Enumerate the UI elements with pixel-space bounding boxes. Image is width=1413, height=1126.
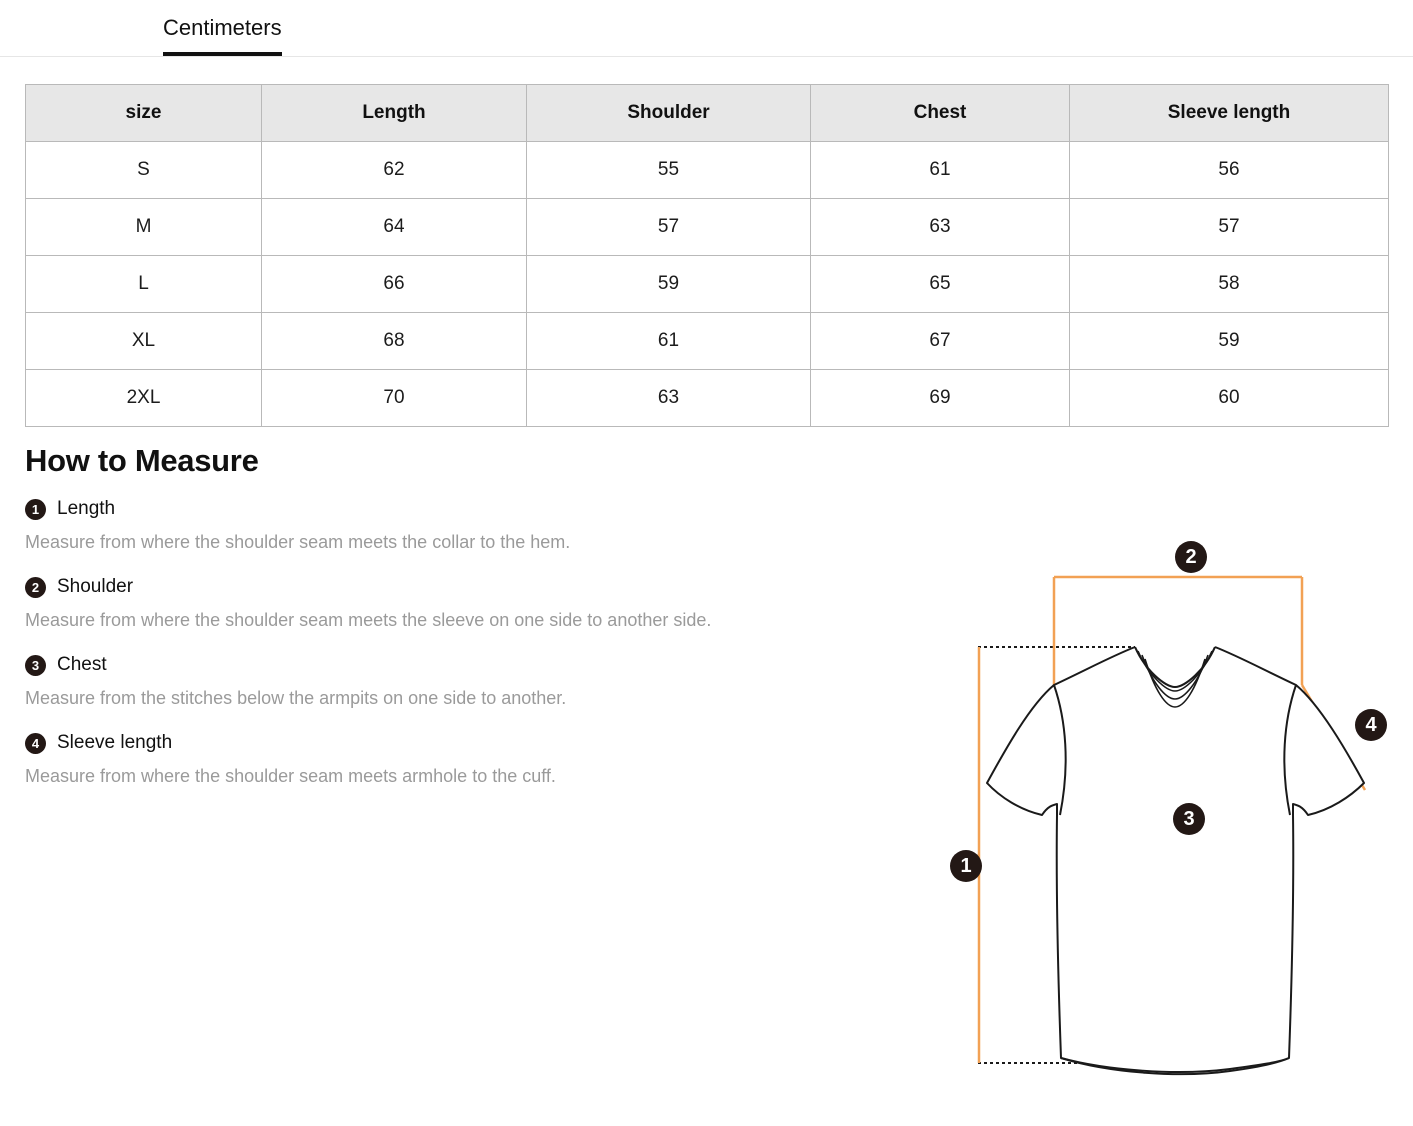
cell-length: 70	[262, 370, 527, 427]
diagram-badge-2-icon: 2	[1175, 541, 1207, 573]
measure-description-length: Measure from where the shoulder seam meets the collar to the hem.	[25, 532, 571, 552]
measure-item-shoulder	[25, 575, 925, 632]
measure-item-length	[25, 497, 925, 554]
size-chart-table	[25, 84, 1389, 427]
diagram-badge-3-icon: 3	[1173, 803, 1205, 835]
column-header-chest: Chest	[811, 85, 1070, 142]
cell-length: 64	[262, 199, 527, 256]
cell-length: 66	[262, 256, 527, 313]
measure-description-chest: Measure from the stitches below the armpits on one side to another.	[25, 688, 567, 708]
cell-size: 2XL	[26, 370, 262, 427]
diagram-badge-1-icon: 1	[950, 850, 982, 882]
measure-description-sleeve-length: Measure from where the shoulder seam meets armhole to the cuff.	[25, 766, 556, 786]
unit-tabs-bar	[0, 0, 1413, 57]
cell-size: M	[26, 199, 262, 256]
measure-name-sleeve-length: Sleeve length	[57, 732, 173, 753]
how-to-measure-section	[25, 443, 925, 809]
cell-chest: 61	[811, 142, 1070, 199]
cell-length: 62	[262, 142, 527, 199]
column-header-shoulder: Shoulder	[527, 85, 811, 142]
cell-sleeve-length: 60	[1070, 370, 1389, 427]
measure-item-chest	[25, 653, 925, 710]
cell-size: S	[26, 142, 262, 199]
column-header-sleeve-length: Sleeve length	[1070, 85, 1389, 142]
cell-sleeve-length: 57	[1070, 199, 1389, 256]
measure-item-sleeve-length	[25, 731, 925, 788]
measure-head	[25, 653, 925, 677]
table-row	[26, 199, 1389, 256]
number-badge-1-icon: 1	[25, 499, 46, 520]
table-row	[26, 256, 1389, 313]
cell-shoulder: 61	[527, 313, 811, 370]
cell-shoulder: 57	[527, 199, 811, 256]
tshirt-diagram-svg	[930, 525, 1400, 1105]
cell-chest: 65	[811, 256, 1070, 313]
size-table-container	[0, 57, 1413, 427]
cell-shoulder: 59	[527, 256, 811, 313]
number-badge-4-icon: 4	[25, 733, 46, 754]
how-to-measure-title: How to Measure	[25, 443, 259, 478]
measure-name-shoulder: Shoulder	[57, 576, 134, 597]
table-header-row	[26, 85, 1389, 142]
number-badge-3-icon: 3	[25, 655, 46, 676]
table-row	[26, 370, 1389, 427]
measure-head	[25, 731, 925, 755]
tab-centimeters-label: Centimeters	[163, 15, 282, 40]
measure-description-shoulder: Measure from where the shoulder seam meets the sleeve on one side to another side.	[25, 610, 712, 630]
table-row	[26, 142, 1389, 199]
tshirt-body-outline	[987, 647, 1364, 1072]
cell-shoulder: 63	[527, 370, 811, 427]
measure-name-length: Length	[57, 498, 116, 519]
cell-size: L	[26, 256, 262, 313]
cell-chest: 69	[811, 370, 1070, 427]
cell-sleeve-length: 58	[1070, 256, 1389, 313]
table-row	[26, 313, 1389, 370]
measure-name-chest: Chest	[57, 654, 107, 675]
column-header-size: size	[26, 85, 262, 142]
diagram-badge-4-icon: 4	[1355, 709, 1387, 741]
cell-sleeve-length: 59	[1070, 313, 1389, 370]
tab-centimeters[interactable]	[163, 14, 282, 55]
cell-length: 68	[262, 313, 527, 370]
cell-chest: 63	[811, 199, 1070, 256]
tshirt-measurement-diagram	[930, 525, 1400, 1105]
column-header-length: Length	[262, 85, 527, 142]
cell-shoulder: 55	[527, 142, 811, 199]
cell-chest: 67	[811, 313, 1070, 370]
measure-head	[25, 575, 925, 599]
measure-head	[25, 497, 925, 521]
number-badge-2-icon: 2	[25, 577, 46, 598]
cell-sleeve-length: 56	[1070, 142, 1389, 199]
cell-size: XL	[26, 313, 262, 370]
